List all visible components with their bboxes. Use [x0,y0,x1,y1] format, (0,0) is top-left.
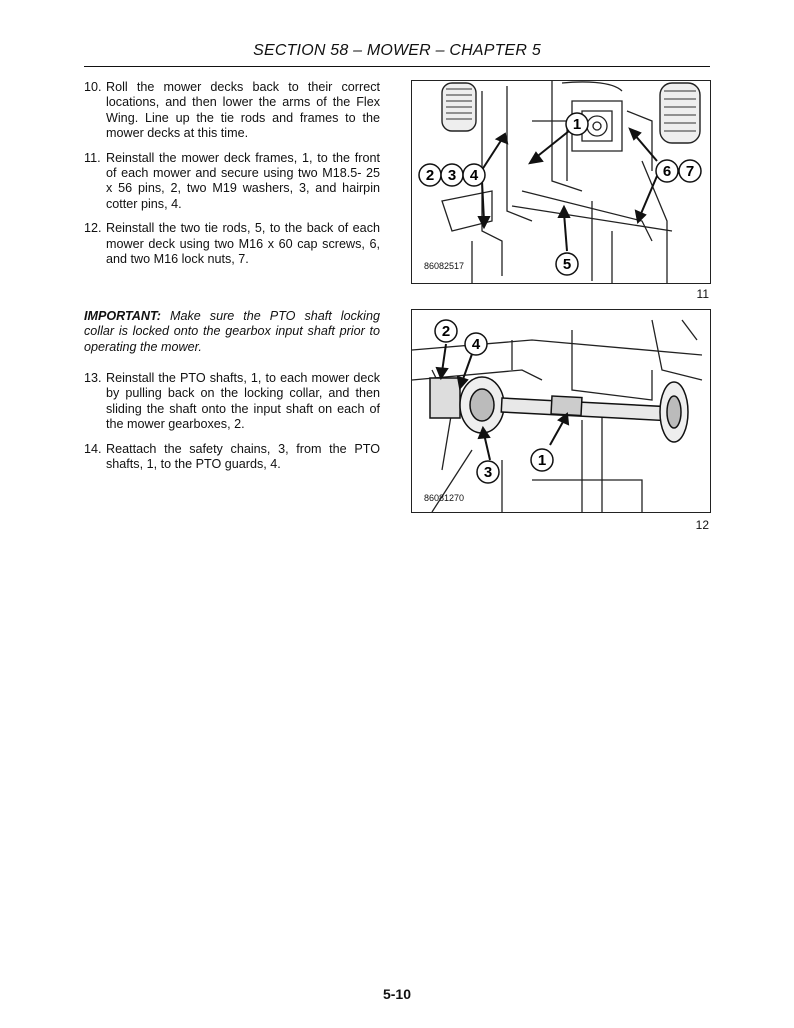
figure-12-photo [411,309,711,513]
step-number: 12. [84,221,102,236]
callout-1: 1 [572,116,582,133]
step-11 [84,151,380,213]
mower-deck-frame-illustration [412,81,710,283]
step-number: 14. [84,441,102,456]
step-number: 13. [84,371,102,385]
step-number: 11. [84,150,101,165]
step-12 [84,221,380,267]
right-tire-icon [660,83,700,143]
important-text: Make sure the PTO shaft locking collar is locked onto the gearbox input shaft prior to operating the mower. [84,309,380,354]
steps-group-b [84,371,380,472]
callout-2: 2 [425,167,435,184]
callout-7: 7 [685,163,695,180]
callout-5: 5 [562,256,572,273]
step-text: Reinstall the mower deck frames, 1, to the front of each mower and secure using two M18.5- 25 x 56 pins, 2, two M19 washers, 3, and hairpin cotter pins, 4. [106,150,380,211]
step-14 [84,442,380,473]
pto-shaft-illustration [412,310,710,512]
step-text: Roll the mower decks back to their correct locations, and then lower the arms of the Flex Wing. Line up the tie rods and frames to the mower decks at this time. [106,80,380,141]
callout-3: 3 [483,464,493,481]
figure-11-photo [411,80,711,284]
figure-11-number: 11 [696,287,709,301]
pto-shaft-icon [430,377,688,442]
left-tire-icon [442,83,476,131]
important-note [84,309,380,355]
step-text: Reinstall the PTO shafts, 1, to each mower deck by pulling back on the locking collar, and then sliding the shaft onto the input shaft on each of the mower gearboxes, 2. [106,371,380,432]
step-13 [84,371,380,433]
step-number: 10. [84,80,102,94]
callout-2: 2 [441,323,451,340]
step-text: Reinstall the two tie rods, 5, to the back of each mower deck using two M16 x 60 cap screws, 6, and two M16 lock nuts, 7. [106,221,380,267]
step-10 [84,80,380,142]
header-rule [84,66,710,67]
important-label: IMPORTANT: [84,309,161,323]
callout-3: 3 [447,167,457,184]
callout-1: 1 [537,452,547,469]
section-header: SECTION 58 – MOWER – CHAPTER 5 [253,42,541,59]
figure-11-code: 86082517 [424,261,465,271]
callout-4: 4 [469,167,479,184]
callout-6: 6 [662,163,672,180]
step-text: Reattach the safety chains, 3, from the PTO shafts, 1, to the PTO guards, 4. [106,441,380,472]
page-number: 5-10 [382,986,412,1002]
figure-12-code: 86081270 [424,493,465,503]
figure-12-number: 12 [695,518,709,532]
callout-4: 4 [471,336,481,353]
steps-group-a [84,80,380,267]
